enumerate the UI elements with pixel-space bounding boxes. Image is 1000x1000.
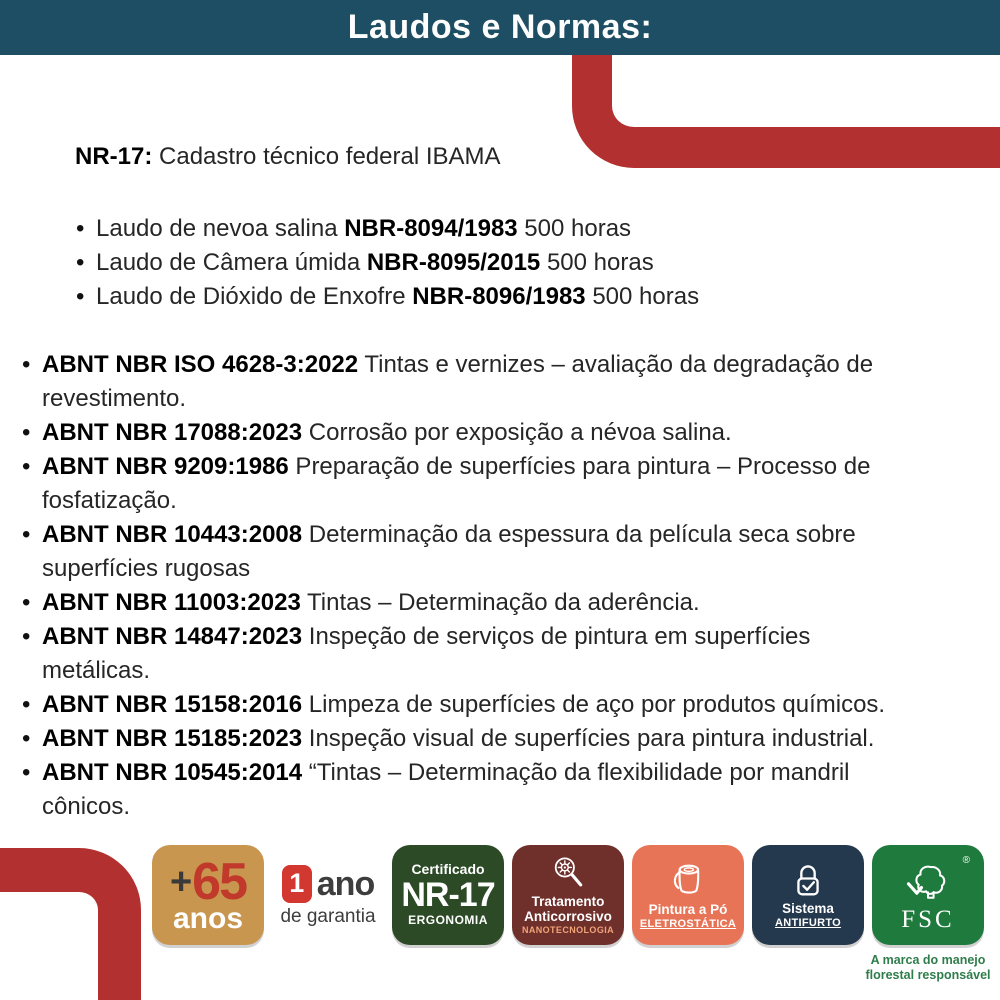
norma-desc: Limpeza de superfícies de aço por produtos químicos. [302, 691, 886, 718]
badge-sistema-antifurto [752, 845, 864, 945]
laudos-list [76, 212, 956, 314]
laudo-suffix: 500 horas [517, 215, 632, 242]
badge-65-label: anos [172, 902, 244, 935]
norma-code: ABNT NBR 10443:2008 [42, 521, 303, 548]
norma-code: ABNT NBR 11003:2023 [42, 589, 301, 616]
badge-nr17-ergonomia-label: ERGONOMIA [408, 913, 488, 928]
badge-anticorrosivo-line2: Anticorrosivo [524, 909, 612, 924]
badge-1-ano-garantia [272, 845, 384, 945]
normas-list [22, 348, 922, 824]
badge-fsc [872, 845, 984, 945]
list-item [22, 756, 922, 824]
decor-corner-top-right [572, 55, 1000, 168]
plus-sign: + [169, 861, 193, 903]
page-title: Laudos e Normas: [347, 8, 653, 46]
badge-pintura-line1: Pintura a Pó [648, 901, 728, 917]
badge-pintura-line2: ELETROSTÁTICA [639, 917, 737, 930]
badge-nr17-title: NR-17 [401, 875, 495, 914]
badge-row [152, 845, 984, 945]
norma-desc: Inspeção visual de superfícies para pintura industrial. [302, 725, 875, 752]
laudo-code: NBR-8096/1983 [412, 283, 586, 310]
badge-tratamento-anticorrosivo [512, 845, 624, 945]
badge-antifurto-line1: Sistema [782, 900, 834, 916]
badge-antifurto-line2: ANTIFURTO [774, 916, 842, 929]
norma-code: ABNT NBR ISO 4628-3:2022 [42, 351, 359, 378]
intro-text: Cadastro técnico federal IBAMA [152, 143, 501, 170]
badge-pintura-po [632, 845, 744, 945]
intro-label: NR-17: [75, 143, 153, 170]
fsc-tree-icon [902, 859, 954, 905]
intro-line [75, 143, 501, 171]
list-item [76, 280, 956, 314]
laudo-code: NBR-8095/2015 [366, 249, 541, 276]
norma-code: ABNT NBR 10545:2014 [42, 759, 303, 786]
header-bar [0, 0, 1000, 55]
list-item [22, 722, 922, 756]
list-item [22, 586, 922, 620]
badge-anticorrosivo-nano: NANOTECNOLOGIA [521, 925, 615, 935]
list-item [76, 246, 956, 280]
badge-anticorrosivo-line1: Tratamento [531, 894, 605, 909]
badge-garantia-number: 1 [282, 865, 312, 903]
badge-garantia-sub: de garantia [280, 905, 376, 927]
list-item [22, 450, 922, 518]
badge-nr17-ergonomia [392, 845, 504, 945]
list-item [22, 518, 922, 586]
fsc-caption [858, 953, 998, 983]
list-item [22, 688, 922, 722]
norma-code: ABNT NBR 17088:2023 [42, 419, 303, 446]
norma-desc: Inspeção de serviços de pintura em superfícies metálicas. [42, 623, 811, 684]
fsc-caption-line2: florestal responsável [865, 968, 991, 982]
badge-65-number: 65 [192, 853, 247, 911]
norma-desc: Tintas e vernizes – avaliação da degradação de revestimento. [42, 351, 874, 412]
laudo-suffix: 500 horas [585, 283, 700, 310]
norma-code: ABNT NBR 14847:2023 [42, 623, 303, 650]
padlock-check-icon [788, 861, 828, 901]
laudo-code: NBR-8094/1983 [344, 215, 518, 242]
norma-desc: Determinação da espessura da película seca sobre superfícies rugosas [42, 521, 856, 582]
norma-desc: Preparação de superfícies para pintura – Processo de fosfatização. [42, 453, 871, 514]
norma-desc: “Tintas – Determinação da flexibilidade por mandril cônicos. [42, 759, 850, 820]
badge-65-top [169, 853, 247, 911]
list-item [22, 620, 922, 688]
badge-garantia-top [282, 865, 374, 903]
norma-desc: Tintas – Determinação da aderência. [300, 589, 700, 616]
list-item [76, 212, 956, 246]
laudo-prefix: Laudo de nevoa salina [96, 215, 345, 242]
decor-corner-bottom-left [0, 848, 141, 1000]
badge-nr17-certificado: Certificado [411, 861, 485, 878]
badge-fsc-label: FSC [901, 905, 955, 933]
badge-garantia-ano: ano [316, 864, 375, 903]
list-item [22, 416, 922, 450]
norma-code: ABNT NBR 15158:2016 [42, 691, 303, 718]
magnifier-gear-icon [549, 854, 587, 892]
fsc-caption-line1: A marca do manejo [870, 953, 986, 967]
badge-65-anos [152, 845, 264, 945]
norma-code: ABNT NBR 15185:2023 [42, 725, 303, 752]
list-item [22, 348, 922, 416]
paint-bucket-icon [667, 860, 709, 902]
laudo-suffix: 500 horas [540, 249, 654, 276]
laudo-prefix: Laudo de Dióxido de Enxofre [96, 283, 413, 310]
norma-desc: Corrosão por exposição a névoa salina. [302, 419, 732, 446]
norma-code: ABNT NBR 9209:1986 [42, 453, 289, 480]
laudo-prefix: Laudo de Câmera úmida [96, 249, 367, 276]
registered-mark: ® [962, 855, 970, 866]
